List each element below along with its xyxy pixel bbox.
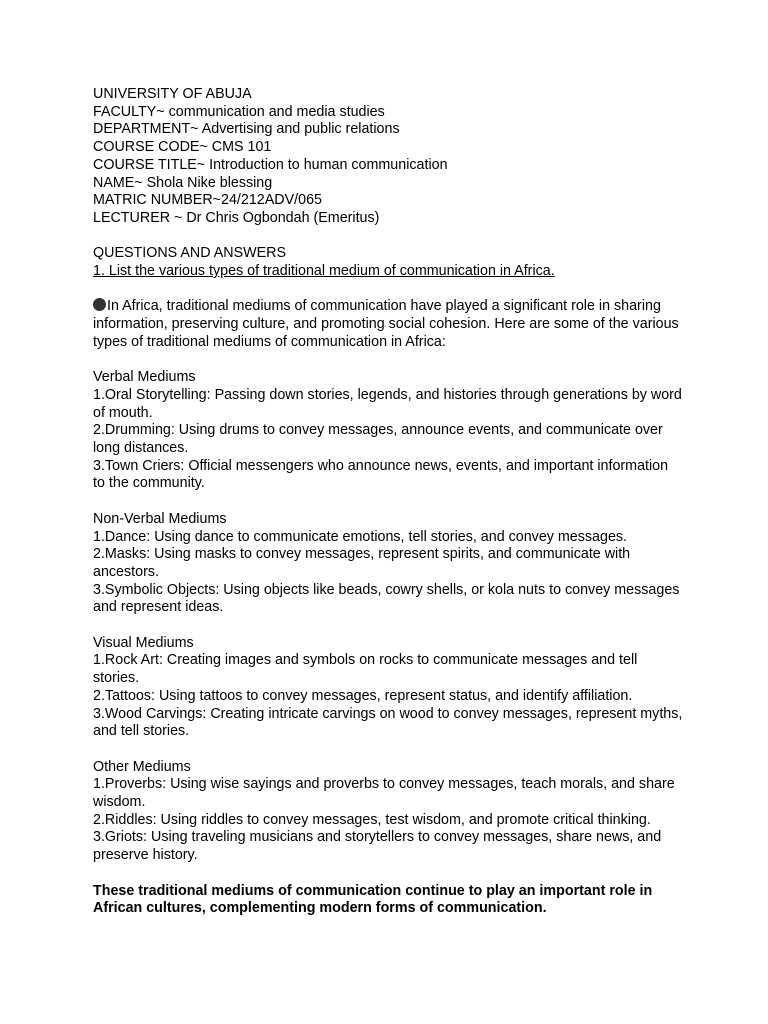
section-title: Visual Mediums xyxy=(93,634,194,651)
intro-paragraph xyxy=(93,298,683,351)
section-visual xyxy=(93,635,683,741)
student-name-line: NAME~ Shola Nike blessing xyxy=(93,174,273,191)
list-item: 3.Town Criers: Official messengers who announce news, events, and important information to the community. xyxy=(93,457,669,492)
qa-heading: QUESTIONS AND ANSWERS xyxy=(93,245,287,262)
list-item: 1.Dance: Using dance to communicate emotions, tell stories, and convey messages. xyxy=(93,528,628,545)
list-item: 3.Griots: Using traveling musicians and storytellers to convey messages, share news, and preserve history. xyxy=(93,829,662,864)
intro-text: In Africa, traditional mediums of communication have played a significant role in sharing information, preserving culture, and promoting social cohesion. Here are some of the various types of traditional mediums of communication in Africa: xyxy=(93,298,679,350)
section-non-verbal xyxy=(93,511,683,617)
document-header xyxy=(93,86,683,228)
section-title: Verbal Mediums xyxy=(93,369,196,386)
section-verbal xyxy=(93,369,683,493)
course-code-line: COURSE CODE~ CMS 101 xyxy=(93,139,272,156)
section-title: Other Mediums xyxy=(93,758,191,775)
spacer xyxy=(93,281,683,299)
list-item: 2.Riddles: Using riddles to convey messages, test wisdom, and promote critical thinking. xyxy=(93,811,651,828)
department-line: DEPARTMENT~ Advertising and public relations xyxy=(93,121,400,138)
lecturer-line: LECTURER ~ Dr Chris Ogbondah (Emeritus) xyxy=(93,209,380,226)
faculty-line: FACULTY~ communication and media studies xyxy=(93,103,385,120)
spacer xyxy=(93,617,683,635)
course-title-line: COURSE TITLE~ Introduction to human communication xyxy=(93,156,448,173)
question-text: 1. List the various types of traditional medium of communication in Africa. xyxy=(93,263,555,280)
list-item: 1.Rock Art: Creating images and symbols on rocks to communicate messages and tell stories. xyxy=(93,652,638,687)
spacer xyxy=(93,352,683,370)
list-item: 1.Proverbs: Using wise sayings and proverbs to convey messages, teach morals, and share wisdom. xyxy=(93,776,675,811)
spacer xyxy=(93,865,683,883)
list-item: 3.Wood Carvings: Creating intricate carvings on wood to convey messages, represent myths, and tell stories. xyxy=(93,705,683,740)
matric-number-line: MATRIC NUMBER~24/212ADV/065 xyxy=(93,192,322,209)
bullet-circle-icon xyxy=(93,298,106,311)
section-other xyxy=(93,759,683,865)
document-page xyxy=(93,86,683,918)
spacer xyxy=(93,228,683,246)
spacer xyxy=(93,741,683,759)
list-item: 1.Oral Storytelling: Passing down stories, legends, and histories through generations by word of mouth. xyxy=(93,386,682,421)
list-item: 2.Masks: Using masks to convey messages, represent spirits, and communicate with ancestors. xyxy=(93,546,631,580)
list-item: 3.Symbolic Objects: Using objects like beads, cowry shells, or kola nuts to convey messages and represent ideas. xyxy=(93,581,680,616)
conclusion-paragraph: These traditional mediums of communication continue to play an important role in African cultures, complementing modern forms of communication. xyxy=(93,882,653,917)
list-item: 2.Drumming: Using drums to convey messages, announce events, and communicate over long distances. xyxy=(93,422,663,457)
section-title: Non-Verbal Mediums xyxy=(93,510,227,527)
list-item: 2.Tattoos: Using tattoos to convey messages, represent status, and identify affiliation. xyxy=(93,687,633,704)
university-name: UNIVERSITY OF ABUJA xyxy=(93,86,252,102)
spacer xyxy=(93,493,683,511)
